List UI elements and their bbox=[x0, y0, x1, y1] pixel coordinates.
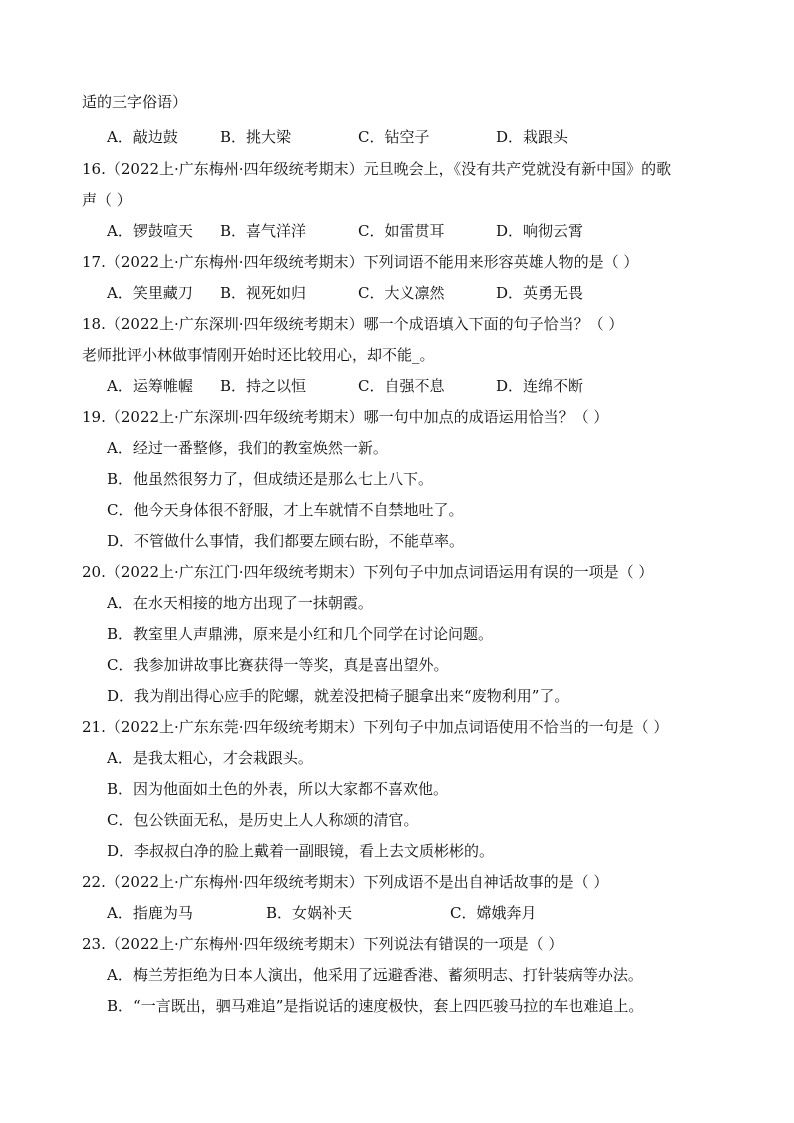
option-d: D．响彻云霄 bbox=[496, 222, 584, 240]
option-d: D．连绵不断 bbox=[496, 377, 584, 395]
question-21-option-b: B．因为他面如土色的外表，所以大家都不喜欢他。 bbox=[107, 780, 449, 798]
question-16-stem: 16.（2022上·广东梅州·四年级统考期末）元旦晚会上，《没有共产党就没有新中国》的歌 bbox=[82, 160, 672, 178]
question-23-stem: 23.（2022上·广东梅州·四年级统考期末）下列说法有错误的一项是（ ） bbox=[82, 935, 564, 953]
option-a: A．锣鼓喧天 bbox=[107, 222, 193, 240]
question-16-stem-cont: 声（ ） bbox=[82, 191, 132, 209]
question-17-options bbox=[107, 283, 707, 303]
option-b: B．视死如归 bbox=[220, 284, 307, 302]
question-22-stem: 22.（2022上·广东梅州·四年级统考期末）下列成语不是出自神话故事的是（ ） bbox=[82, 873, 609, 891]
option-a: A．运筹帷幄 bbox=[107, 377, 193, 395]
option-c: C．自强不息 bbox=[358, 377, 445, 395]
question-15-tail: 适的三字俗语） bbox=[82, 93, 188, 111]
option-c: C．大义凛然 bbox=[358, 284, 445, 302]
question-19-option-a: A．经过一番整修，我们的教室焕然一新。 bbox=[107, 439, 388, 457]
question-20-option-a: A．在水天相接的地方出现了一抹朝霞。 bbox=[107, 594, 373, 612]
question-19-option-c: C．他今天身体很不舒服，才上车就情不自禁地吐了。 bbox=[107, 501, 464, 519]
question-19-option-b: B．他虽然很努力了，但成绩还是那么七上八下。 bbox=[107, 470, 434, 488]
question-18-options bbox=[107, 376, 707, 396]
question-20-option-d: D．我为削出得心应手的陀螺，就差没把椅子腿拿出来“废物利用”了。 bbox=[107, 687, 570, 705]
question-20-option-c: C．我参加讲故事比赛获得一等奖，真是喜出望外。 bbox=[107, 656, 449, 674]
question-16-options bbox=[107, 221, 707, 241]
question-19-stem: 19.（2022上·广东深圳·四年级统考期末）哪一句中加点的成语运用恰当？（ ） bbox=[82, 408, 609, 426]
option-b: B．女娲补天 bbox=[266, 904, 353, 922]
question-23-option-b: B．“一言既出，驷马难追”是指说话的速度极快，套上四匹骏马拉的车也难追上。 bbox=[107, 997, 644, 1015]
question-15-options bbox=[107, 127, 707, 147]
question-18-sentence: 老师批评小林做事情刚开始时还比较用心，却不能_。 bbox=[82, 346, 435, 364]
question-20-stem: 20.（2022上·广东江门·四年级统考期末）下列句子中加点词语运用有误的一项是（ ） bbox=[82, 563, 654, 581]
question-18-stem: 18.（2022上·广东深圳·四年级统考期末）哪一个成语填入下面的句子恰当？（ ） bbox=[82, 315, 624, 333]
question-19-option-d: D．不管做什么事情，我们都要左顾右盼，不能草率。 bbox=[107, 532, 465, 550]
question-20-option-b: B．教室里人声鼎沸，原来是小红和几个同学在讨论问题。 bbox=[107, 625, 494, 643]
question-21-option-c: C．包公铁面无私，是历史上人人称颂的清官。 bbox=[107, 811, 419, 829]
option-b: B．持之以恒 bbox=[220, 377, 307, 395]
option-c: C．如雷贯耳 bbox=[358, 222, 445, 240]
option-a: A．指鹿为马 bbox=[107, 904, 193, 922]
option-c: C．钻空子 bbox=[358, 128, 430, 146]
option-d: D．英勇无畏 bbox=[496, 284, 584, 302]
question-21-option-a: A．是我太粗心，才会栽跟头。 bbox=[107, 749, 313, 767]
option-b: B．喜气洋洋 bbox=[220, 222, 307, 240]
option-b: B．挑大梁 bbox=[220, 128, 292, 146]
question-21-option-d: D．李叔叔白净的脸上戴着一副眼镜，看上去文质彬彬的。 bbox=[107, 842, 495, 860]
question-22-options bbox=[107, 903, 707, 923]
question-23-option-a: A．梅兰芳拒绝为日本人演出，他采用了远避香港、蓄须明志、打针装病等办法。 bbox=[107, 966, 643, 984]
option-d: D．栽跟头 bbox=[496, 128, 569, 146]
question-17-stem: 17.（2022上·广东梅州·四年级统考期末）下列词语不能用来形容英雄人物的是（ ） bbox=[82, 253, 639, 271]
option-a: A．敲边鼓 bbox=[107, 128, 178, 146]
option-a: A．笑里藏刀 bbox=[107, 284, 193, 302]
option-c: C．嫦娥奔月 bbox=[450, 904, 537, 922]
question-21-stem: 21.（2022上·广东东莞·四年级统考期末）下列句子中加点词语使用不恰当的一句是（ ） bbox=[82, 718, 669, 736]
